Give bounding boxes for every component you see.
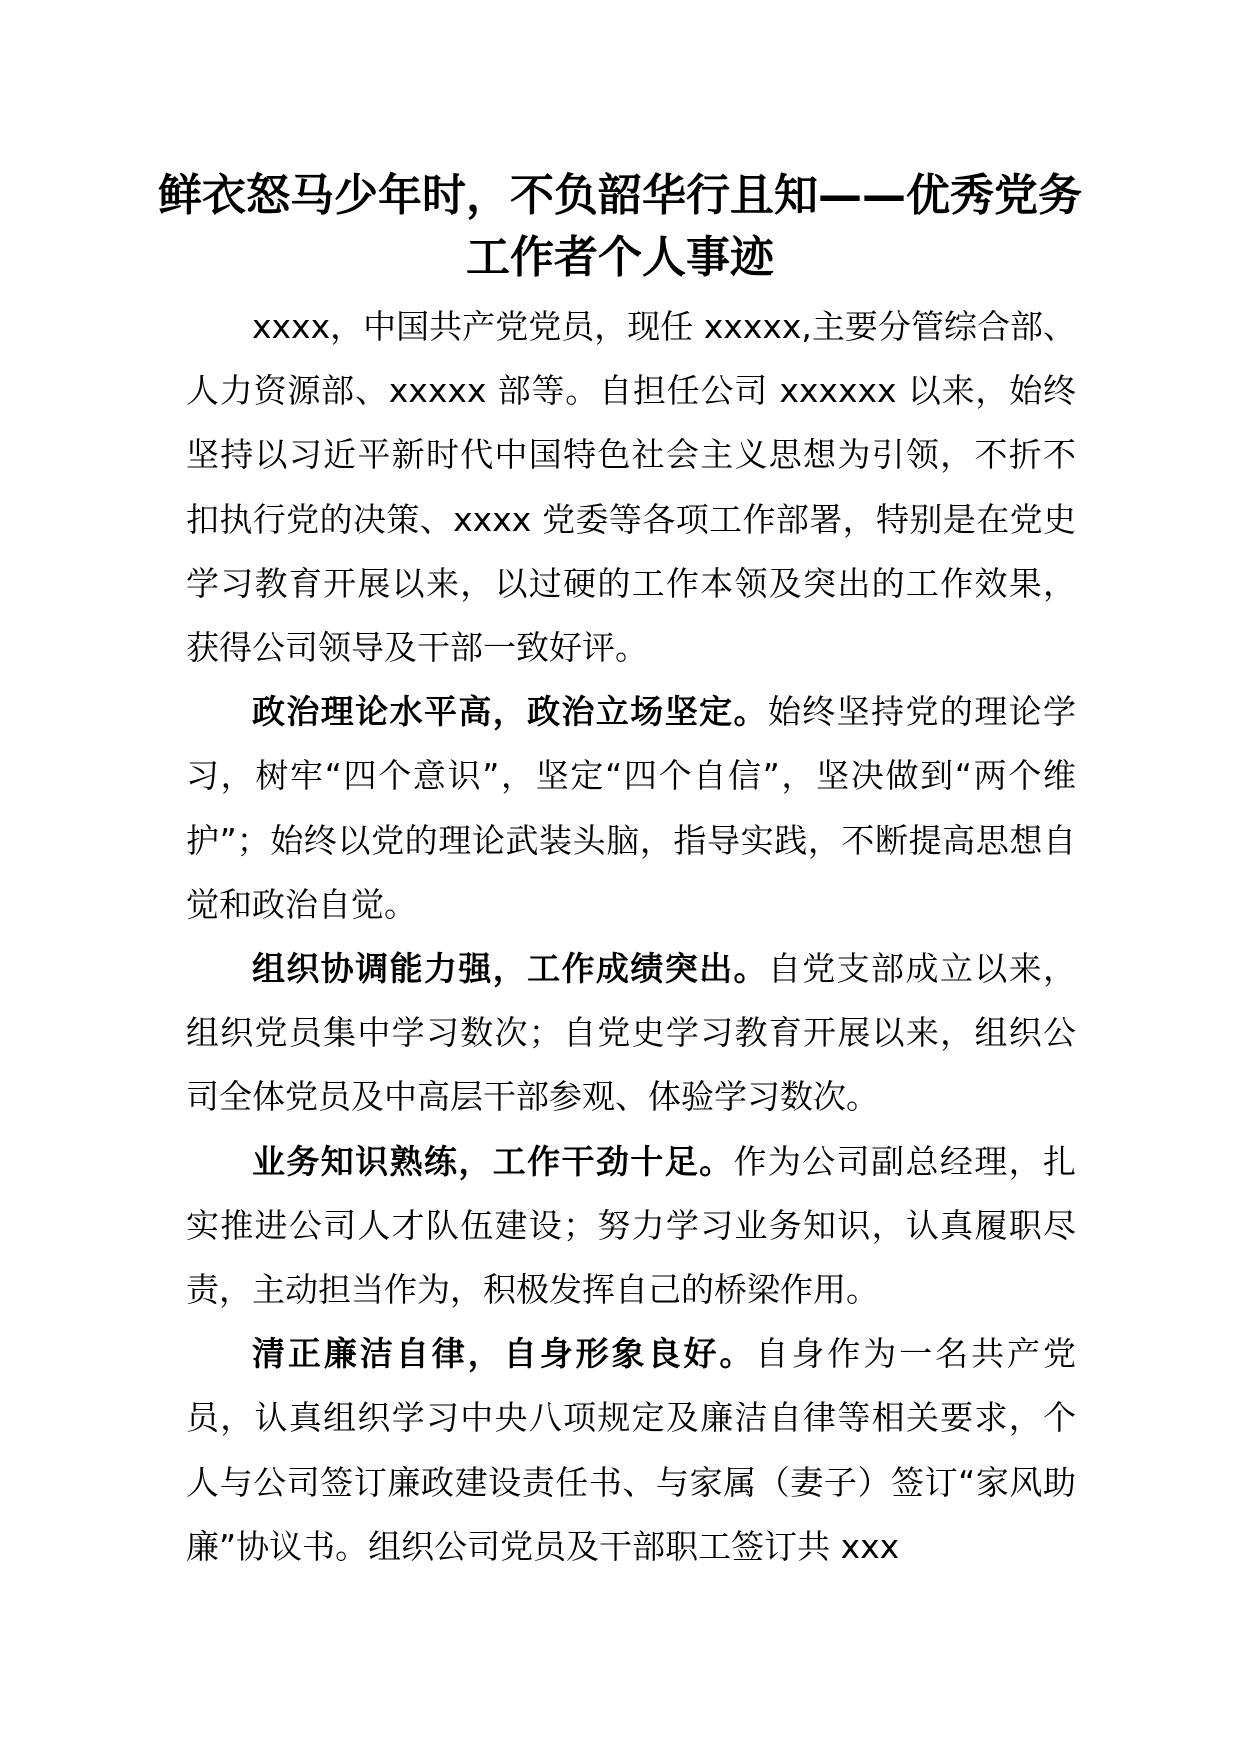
paragraph-organization bbox=[186, 937, 1076, 1130]
paragraph-integrity bbox=[186, 1322, 1076, 1579]
paragraph-text: 自身作为一名共产党员，认真组织学习中央八项规定及廉洁自律等相关要求，个人与公司签订廉政建设责任书、与家属（妻子）签订“家风助廉”协议书。组织公司党员及干部职工签订共 xxx bbox=[186, 1334, 1077, 1566]
document-body bbox=[186, 295, 1076, 1579]
paragraph-text: xxxx，中国共产党党员，现任 xxxxx,主要分管综合部、人力资源部、xxxxx 部等。自担任公司 xxxxxx 以来，始终坚持以习近平新时代中国特色社会主义思想为引领，不折不扣执行党的决策、xxxx 党委等各项工作部署，特别是在党史学习教育开展以来，以过硬的工作本领及突出的工作效果，获得公司领导及干部一致好评。 bbox=[186, 307, 1076, 668]
paragraph-text: 作为公司副总经理，扎实推进公司人才队伍建设；努力学习业务知识，认真履职尽责，主动担当作为，积极发挥自己的桥梁作用。 bbox=[186, 1141, 1077, 1310]
paragraph-lead: 清正廉洁自律，自身形象良好。 bbox=[252, 1334, 756, 1374]
paragraph-lead: 组织协调能力强，工作成绩突出。 bbox=[252, 949, 768, 989]
paragraph-lead: 政治理论水平高，政治立场坚定。 bbox=[252, 692, 768, 732]
paragraph-intro bbox=[186, 295, 1076, 680]
document-title: 鲜衣怒马少年时，不负韶华行且知——优秀党务工作者个人事迹 bbox=[158, 170, 1082, 283]
paragraph-business-knowledge bbox=[186, 1130, 1076, 1323]
paragraph-text: 自党支部成立以来，组织党员集中学习数次；自党史学习教育开展以来，组织公司全体党员及中高层干部参观、体验学习数次。 bbox=[186, 949, 1077, 1117]
paragraph-political-theory bbox=[186, 680, 1076, 937]
paragraph-lead: 业务知识熟练，工作干劲十足。 bbox=[252, 1141, 734, 1181]
paragraph-text: 始终坚持党的理论学习，树牢“四个意识”，坚定“四个自信”，坚决做到“两个维护”；始终以党的理论武装头脑，指导实践，不断提高思想自觉和政治自觉。 bbox=[186, 692, 1077, 924]
